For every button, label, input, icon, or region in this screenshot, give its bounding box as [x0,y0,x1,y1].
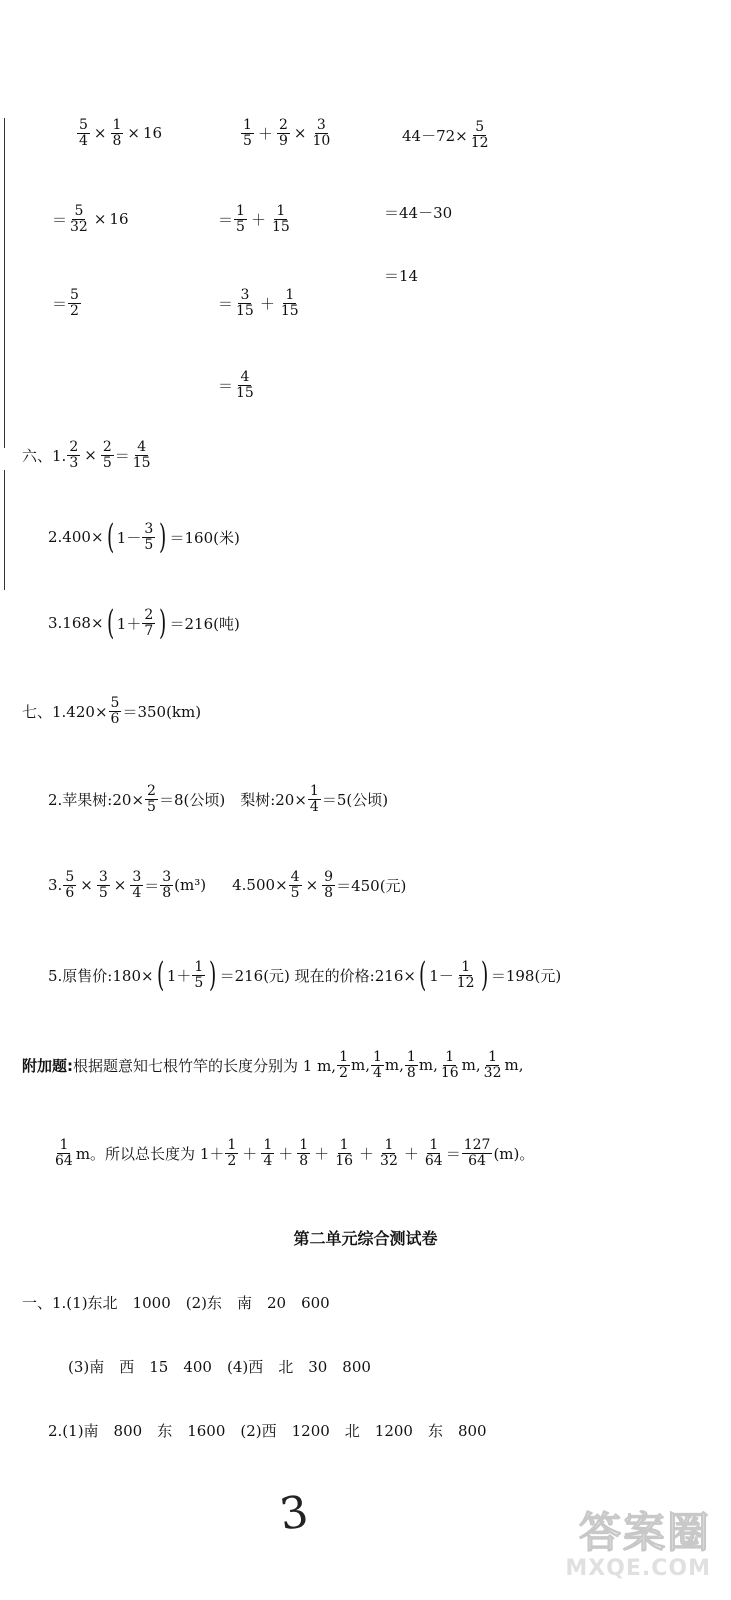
fraction: $\frac{5}{6}$ [65,869,75,901]
fraction: $\frac{1}{15}$ [280,287,299,319]
sec7-q3-q4: 3. $\frac{5}{6}$ × $\frac{3}{5}$ × $\frac{3}{4}$ ＝ $\frac{3}{8}$ (m³) 4.500× $\frac{4}{5}$ × $\frac{9}{8}$ ＝450(元) [48,869,407,901]
fraction: $\frac{5}{6}$ [110,695,120,727]
margin-line-upper [4,118,5,448]
fraction: $\frac{1}{64}$ [424,1137,443,1169]
fraction: $\frac{5}{4}$ [79,117,88,149]
fraction: $\frac{1}{5}$ [236,203,245,235]
fraction: $\frac{9}{8}$ [324,869,334,901]
sec6-q2: 2.400× ( 1－ $\frac{3}{5}$ ) ＝160(米) [48,517,240,557]
watermark-logo: 答案圈 MXQE.COM [565,1508,711,1581]
fraction: $\frac{3}{8}$ [162,869,172,901]
fraction: $\frac{1}{2}$ [339,1049,348,1081]
fraction: $\frac{3}{5}$ [144,520,154,553]
fraction: $\frac{2}{7}$ [144,606,154,639]
sec7-q5: 5.原售价:180× ( 1＋ $\frac{1}{5}$ ) ＝216(元) 现在的价格:216× ( 1－ $\frac{1}{12}$ ) ＝198(元) [48,955,562,995]
margin-line-lower [4,470,5,590]
calc-col3-line3: ＝14 [384,267,419,285]
fraction: $\frac{1}{4}$ [263,1137,273,1169]
fraction: $\frac{5}{2}$ [70,287,79,319]
fraction: $\frac{3}{15}$ [236,287,254,319]
fraction: $\frac{1}{5}$ [243,117,252,149]
sec6-q3: 3.168× ( 1＋ $\frac{2}{7}$ ) ＝216(吨) [48,603,240,643]
calc-col2-line4: ＝ $\frac{4}{15}$ [218,369,254,401]
fraction: $\frac{1}{4}$ [373,1049,382,1081]
fraction: $\frac{3}{5}$ [98,869,108,901]
section-title: 第二单元综合测试卷 [293,1229,438,1248]
fraction: $\frac{1}{15}$ [271,203,290,235]
calc-col1-line3: ＝ $\frac{5}{2}$ [52,287,79,319]
sec6-q1: 六、1. $\frac{2}{3}$ × $\frac{2}{5}$ ＝ $\frac{4}{15}$ [22,439,151,471]
page-number: 3 [276,1486,312,1541]
fraction: $\frac{1}{16}$ [440,1049,459,1081]
fraction: $\frac{5}{12}$ [470,119,489,151]
fraction: $\frac{5}{32}$ [70,203,88,235]
fraction: $\frac{3}{4}$ [132,869,142,901]
fraction: $\frac{1}{64}$ [55,1137,73,1169]
fraction: $\frac{1}{32}$ [483,1049,502,1081]
fraction: $\frac{4}{5}$ [290,869,300,901]
fraction: $\frac{2}{5}$ [147,783,156,815]
fraction: $\frac{3}{10}$ [312,117,331,149]
calc-col3-line2: ＝44－30 [384,204,453,222]
unit2-line1: 一、1.(1)东北 1000 (2)东 南 20 600 [22,1294,330,1312]
fraction: $\frac{1}{8}$ [112,117,122,149]
unit2-line3: 2.(1)南 800 东 1600 (2)西 1200 北 1200 东 800 [48,1422,487,1440]
sec7-q2: 2.苹果树:20× $\frac{2}{5}$ ＝8(公顷) 梨树:20× $\frac{1}{4}$ ＝5(公顷) [48,783,389,815]
fraction: $\frac{1}{8}$ [406,1049,416,1081]
fraction: $\frac{2}{5}$ [102,439,112,471]
fraction: $\frac{1}{8}$ [299,1137,309,1169]
bonus-line1: 附加题: 根据题意知七根竹竿的长度分别为 1 m, $\frac{1}{2}$ m, $\frac{1}{4}$ m, $\frac{1}{8}$ m, $\frac{1}{16}$ m, $\frac{1}{32}$ m, [22,1049,524,1081]
fraction: $\frac{4}{15}$ [132,439,151,471]
sec7-q1: 七、1.420× $\frac{5}{6}$ ＝350(km) [22,695,202,727]
fraction: $\frac{127}{64}$ [463,1137,491,1169]
fraction: $\frac{1}{16}$ [335,1137,354,1169]
bonus-line2: $\frac{1}{64}$ m。所以总长度为 1＋ $\frac{1}{2}$ ＋ $\frac{1}{4}$ ＋ $\frac{1}{8}$ ＋ $\frac{1}{16}$ ＋ $\frac{1}{32}$ ＋ $\frac{1}{64}$ ＝ $\frac{127}{64}$ (m)。 [55,1137,535,1169]
calc-col1-line1: $\frac{5}{4}$ × $\frac{1}{8}$ × 16 [79,117,163,149]
unit2-line2: (3)南 西 15 400 (4)西 北 30 800 [68,1358,371,1376]
fraction: $\frac{1}{32}$ [380,1137,398,1169]
calc-col3-line1: 44－72× $\frac{5}{12}$ [402,119,489,151]
fraction: $\frac{2}{9}$ [278,117,288,149]
fraction: $\frac{4}{15}$ [236,369,254,401]
calc-col2-line1: $\frac{1}{5}$ ＋ $\frac{2}{9}$ × $\frac{3}{10}$ [243,117,331,149]
fraction: $\frac{1}{12}$ [456,958,475,991]
fraction: $\frac{2}{3}$ [69,439,79,471]
calc-col2-line3: ＝ $\frac{3}{15}$ ＋ $\frac{1}{15}$ [218,287,299,319]
calc-col1-line2: ＝ $\frac{5}{32}$ × 16 [52,203,129,235]
fraction: $\frac{1}{5}$ [194,958,204,991]
calc-col2-line2: ＝ $\frac{1}{5}$ ＋ $\frac{1}{15}$ [218,203,290,235]
fraction: $\frac{1}{2}$ [227,1137,237,1169]
fraction: $\frac{1}{4}$ [309,783,319,815]
